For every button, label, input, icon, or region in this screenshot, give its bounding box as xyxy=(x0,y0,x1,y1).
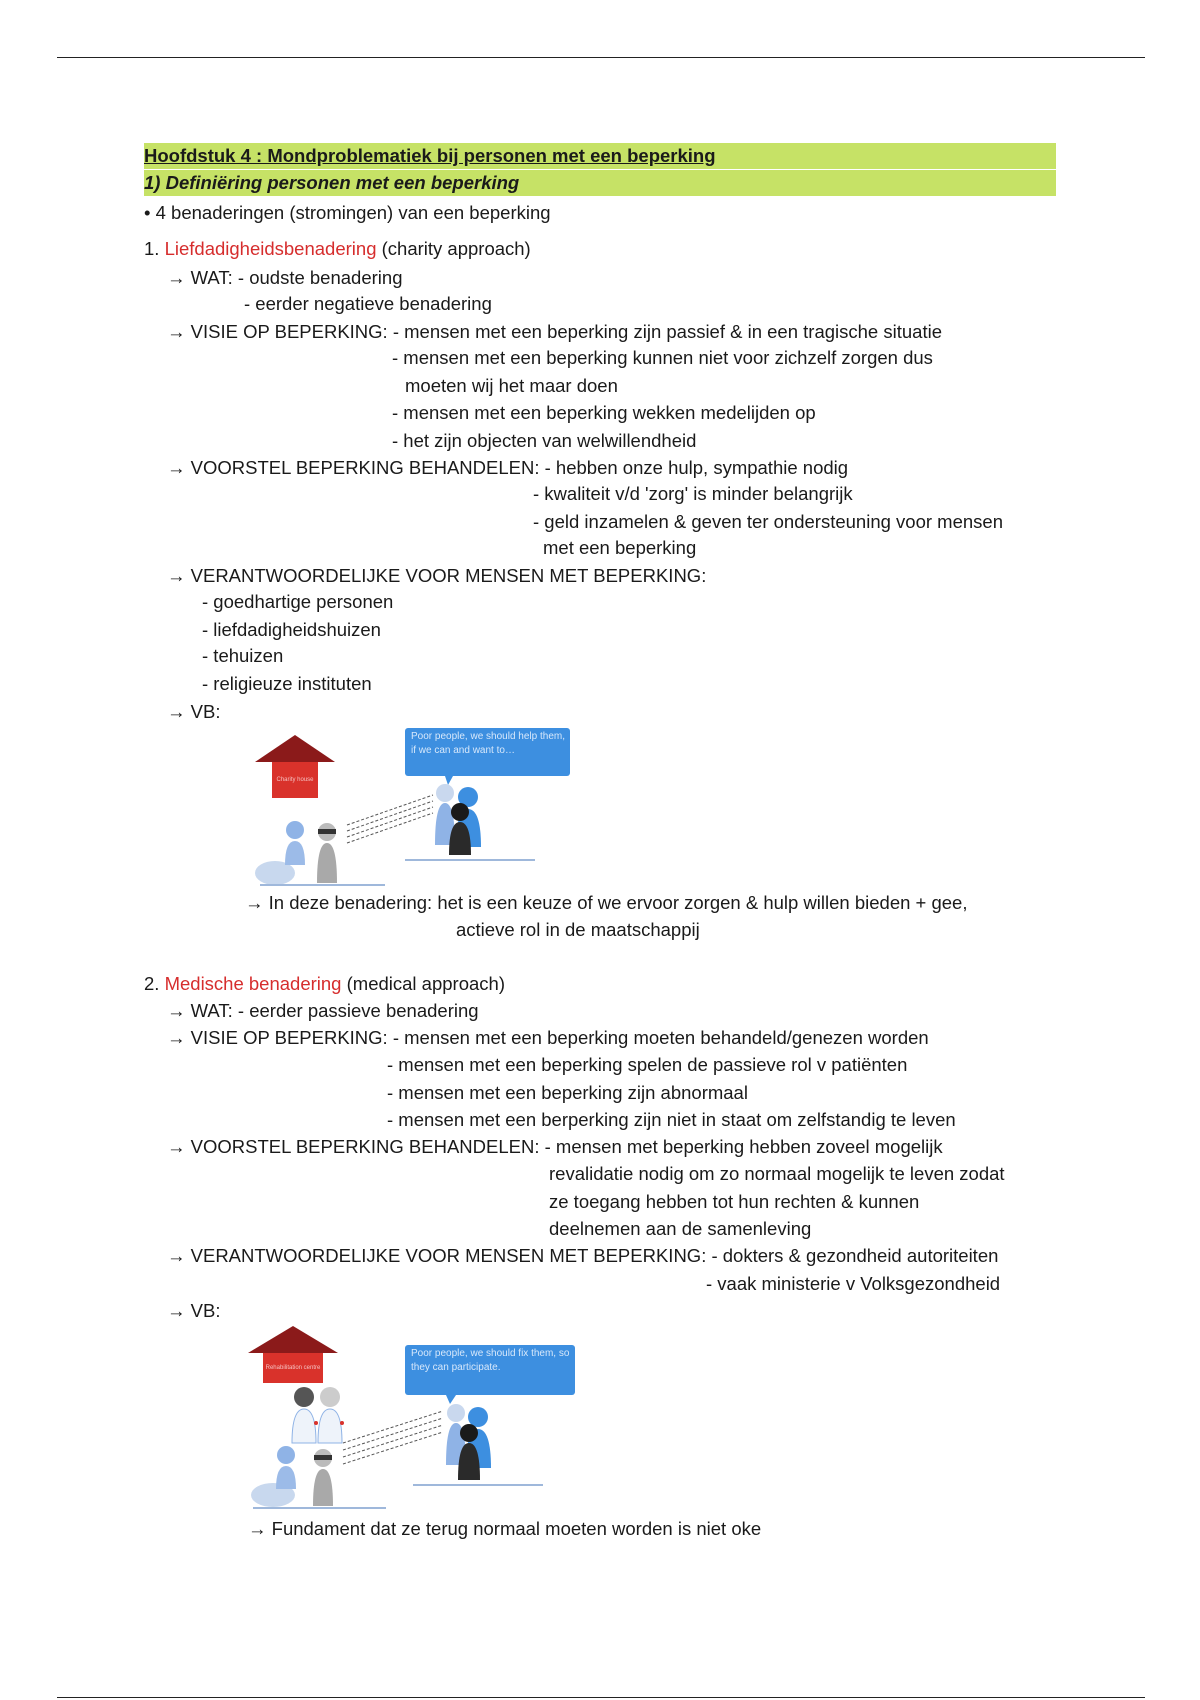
intro-bullet: • 4 benaderingen (stromingen) van een beperking xyxy=(144,202,551,223)
approach2-voorstel-0: → VOORSTEL BEPERKING BEHANDELEN: - mensen met beperking hebben zoveel mogelijk xyxy=(167,1136,943,1157)
approach1-verantw-0: → VERANTWOORDELIJKE VOOR MENSEN MET BEPERKING: xyxy=(167,565,707,586)
approach1-visie-3: - mensen met een beperking wekken medelijden op xyxy=(392,402,816,423)
approach1-verantw-2: - liefdadigheidshuizen xyxy=(202,619,381,640)
approach1-verantw-3: - tehuizen xyxy=(202,645,284,666)
approach2-visie-1: - mensen met een beperking spelen de passieve rol v patiënten xyxy=(387,1054,908,1075)
approach1-voorstel-3: met een beperking xyxy=(543,537,697,558)
approach2-voorstel-2: ze toegang hebben tot hun rechten & kunnen xyxy=(549,1191,920,1212)
approach1-name: Liefdadigheidsbenadering xyxy=(164,238,377,259)
approach1-visie-2: moeten wij het maar doen xyxy=(405,375,618,396)
approach2-voorstel-1: revalidatie nodig om zo normaal mogelijk te leven zodat xyxy=(549,1163,1005,1184)
approach1-number: 1. xyxy=(144,238,160,259)
approach2-number: 2. xyxy=(144,973,160,994)
person-blue-icon xyxy=(286,821,304,839)
charity-illustration xyxy=(255,725,575,890)
top-rule xyxy=(57,57,1145,58)
chapter-title: Hoofdstuk 4 : Mondproblematiek bij personen met een beperking xyxy=(144,145,716,166)
approach1-conclusion-0: → In deze benadering: het is een keuze of we ervoor zorgen & hulp willen bieden + gee, xyxy=(245,892,968,913)
house-label: Charity house xyxy=(276,777,314,783)
approach2-name: Medische benadering xyxy=(164,973,342,994)
approach1-voorstel-1: - kwaliteit v/d 'zorg' is minder belangrijk xyxy=(533,483,853,504)
approach2-visie-0: → VISIE OP BEPERKING: - mensen met een beperking moeten behandeld/genezen worden xyxy=(167,1027,929,1048)
approach2-conclusion: → Fundament dat ze terug normaal moeten worden is niet oke xyxy=(248,1518,762,1539)
section-title: 1) Definiëring personen met een beperking xyxy=(144,172,520,193)
bottom-rule xyxy=(57,1697,1145,1698)
approach2-verantw-0: → VERANTWOORDELIJKE VOOR MENSEN MET BEPERKING: - dokters & gezondheid autoriteiten xyxy=(167,1245,999,1266)
approach1-visie-0: → VISIE OP BEPERKING: - mensen met een beperking zijn passief & in een tragische situatie xyxy=(167,321,942,342)
approach2-english: (medical approach) xyxy=(346,973,505,994)
approach2-heading xyxy=(144,972,505,996)
approach1-english: (charity approach) xyxy=(381,238,531,259)
doctor-icon xyxy=(294,1387,314,1407)
rehab-label: Rehabilitation centre xyxy=(265,1365,321,1371)
speech-text: Poor people, we should help them, if we can and want to… xyxy=(411,731,565,756)
approach2-visie-3: - mensen met een berperking zijn niet in staat om zelfstandig te leven xyxy=(387,1109,956,1130)
approach1-heading xyxy=(144,237,531,261)
approach1-wat-0: → WAT: - oudste benadering xyxy=(167,267,403,288)
approach1-verantw-4: - religieuze instituten xyxy=(202,673,372,694)
speech-text-2: Poor people, we should fix them, so they can participate. xyxy=(411,1348,570,1373)
approach2-voorstel-3: deelnemen aan de samenleving xyxy=(549,1218,812,1239)
approach2-verantw-1: - vaak ministerie v Volksgezondheid xyxy=(706,1273,1001,1294)
approach1-wat-1: - eerder negatieve benadering xyxy=(244,293,492,314)
approach1-visie-4: - het zijn objecten van welwillendheid xyxy=(392,430,697,451)
approach1-verantw-1: - goedhartige personen xyxy=(202,591,394,612)
approach1-visie-1: - mensen met een beperking kunnen niet voor zichzelf zorgen dus xyxy=(392,347,933,368)
approach2-wat: → WAT: - eerder passieve benadering xyxy=(167,1000,479,1021)
approach1-voorstel-0: → VOORSTEL BEPERKING BEHANDELEN: - hebben onze hulp, sympathie nodig xyxy=(167,457,849,478)
medical-illustration xyxy=(248,1323,588,1513)
rehab-roof-icon xyxy=(248,1326,338,1353)
house-roof-icon xyxy=(255,735,335,762)
approach1-vb: → VB: xyxy=(167,701,221,722)
helper-person-icon xyxy=(451,803,469,821)
approach2-vb: → VB: xyxy=(167,1300,221,1321)
helper-person-icon-2 xyxy=(460,1424,478,1442)
approach2-visie-2: - mensen met een beperking zijn abnormaal xyxy=(387,1082,748,1103)
approach1-voorstel-2: - geld inzamelen & geven ter ondersteuning voor mensen xyxy=(533,511,1003,532)
approach1-conclusion-1: actieve rol in de maatschappij xyxy=(456,919,700,940)
